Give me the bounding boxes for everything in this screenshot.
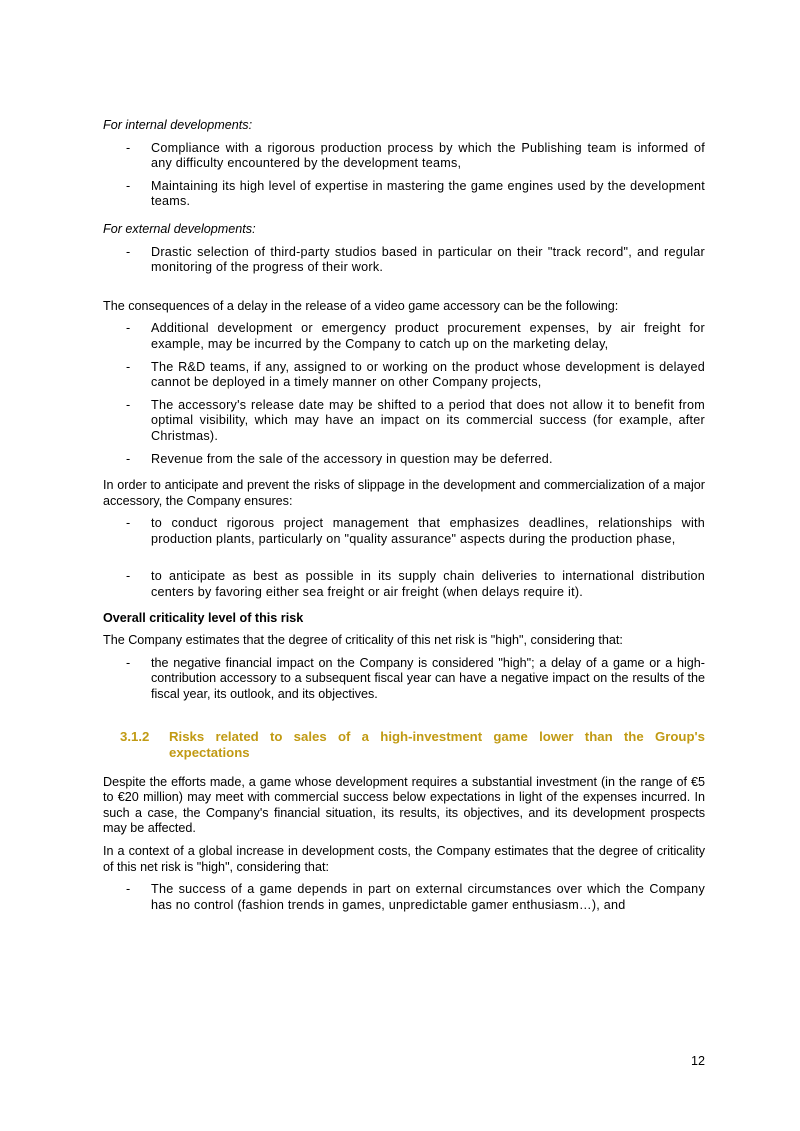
list-item-text: the negative financial impact on the Company is considered "high"; a delay of a game or a high-contribution accessory to a subsequent fiscal year can have a negative impact on the results of the fiscal year, its outlook, and its objectives. <box>151 655 705 702</box>
list-item <box>103 245 705 276</box>
internal-developments-heading: For internal developments: <box>103 118 253 132</box>
list-item <box>103 141 705 172</box>
list-item <box>103 179 705 210</box>
dash-marker: - <box>126 882 131 897</box>
dash-marker: - <box>126 516 131 531</box>
list-item <box>103 516 705 547</box>
section-paragraph-1: Despite the efforts made, a game whose development requires a substantial investment (in the range of €5 to €20 million) may meet with commercial success below expectations in light of the expenses incurred. In such a case, the Company's financial situation, its results, its objectives, and its development prospects may be affected. <box>103 774 705 836</box>
dash-marker: - <box>126 655 131 670</box>
internal-developments-list <box>103 141 705 210</box>
criticality-list <box>103 656 705 703</box>
list-item-text: The success of a game depends in part on external circumstances over which the Company has no control (fashion trends in games, unpredictable gamer enthusiasm…), and <box>151 882 705 912</box>
section-number: 3.1.2 <box>120 728 150 744</box>
list-item <box>103 360 705 391</box>
list-item-text: to conduct rigorous project management that emphasizes deadlines, relationships with production plants, particularly on "quality assurance" aspects during the production phase, <box>151 516 705 546</box>
list-item <box>103 569 705 600</box>
section-title: Risks related to sales of a high-investment game lower than the Group's expectations <box>169 728 705 760</box>
list-item-text: to anticipate as best as possible in its supply chain deliveries to international distribution centers by favoring either sea freight or air freight (when delays require it). <box>151 569 705 600</box>
list-item <box>103 398 705 445</box>
list-item <box>103 656 705 703</box>
dash-marker: - <box>126 244 131 259</box>
list-item-text: Revenue from the sale of the accessory in question may be deferred. <box>151 451 553 466</box>
dash-marker: - <box>126 178 131 193</box>
prevention-intro: In order to anticipate and prevent the risks of slippage in the development and commercialization of a major accessory, the Company ensures: <box>103 478 705 508</box>
dash-marker: - <box>126 321 131 336</box>
prevention-list <box>103 516 705 600</box>
dash-marker: - <box>126 140 131 155</box>
external-developments-list <box>103 245 705 276</box>
section-paragraph-2: In a context of a global increase in development costs, the Company estimates that the degree of criticality of this net risk is "high", considering that: <box>103 844 705 874</box>
page-number: 12 <box>690 1054 705 1068</box>
section-list <box>103 882 705 913</box>
list-item-text: Compliance with a rigorous production process by which the Publishing team is informed of any difficulty encountered by the development teams, <box>151 140 705 171</box>
section-heading-3-1-2 <box>103 729 705 761</box>
list-item <box>103 452 705 468</box>
dash-marker: - <box>126 569 131 584</box>
criticality-intro: The Company estimates that the degree of criticality of this net risk is "high", considering that: <box>103 633 623 648</box>
consequences-list <box>103 321 705 467</box>
list-item-text: The accessory's release date may be shifted to a period that does not allow it to benefit from optimal visibility, which may have an impact on its commercial success (for example, after Christmas). <box>151 397 705 443</box>
list-item-text: Drastic selection of third-party studios based in particular on their "track record", and regular monitoring of the progress of their work. <box>151 244 705 275</box>
list-item <box>103 321 705 352</box>
criticality-heading: Overall criticality level of this risk <box>103 610 304 625</box>
list-item <box>103 882 705 913</box>
list-item-text: Maintaining its high level of expertise in mastering the game engines used by the development teams. <box>151 178 705 209</box>
external-developments-heading: For external developments: <box>103 221 256 236</box>
list-item-text: Additional development or emergency product procurement expenses, by air freight for example, may be incurred by the Company to catch up on the marketing delay, <box>151 321 705 351</box>
document-page <box>103 118 705 920</box>
list-item-text: The R&D teams, if any, assigned to or working on the product whose development is delayed cannot be deployed in a timely manner on other Company projects, <box>151 359 705 390</box>
dash-marker: - <box>126 451 131 466</box>
dash-marker: - <box>126 359 131 374</box>
consequences-intro: The consequences of a delay in the release of a video game accessory can be the following: <box>103 298 619 313</box>
dash-marker: - <box>126 397 131 412</box>
